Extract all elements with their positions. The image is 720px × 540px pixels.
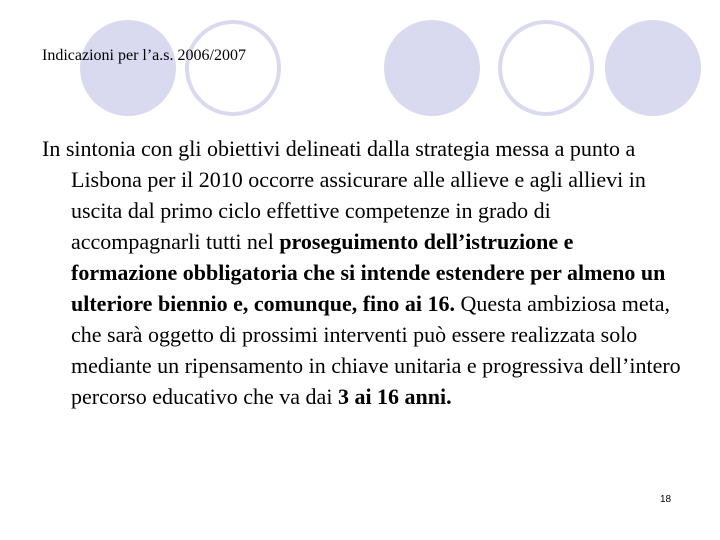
decorative-ring-2 [498, 20, 594, 116]
decorative-ring-1 [185, 20, 281, 116]
body-text-bold-1: proseguimento dell’istruzione e formazione obbligatoria che si intende estendere per almeno un ulteriore biennio e, comunque, fino ai 16. [71, 229, 666, 316]
body-text-part-1: In sintonia con gli obiettivi delineati dalla strategia messa a punto a Lisbona per il 2010 occorre assicurare alle allieve e agli allievi in uscita dal primo ciclo effettive competenze in grado di accompagnarli tutti nel [42, 136, 646, 254]
body-text-bold-2: 3 ai 16 anni. [337, 384, 452, 409]
decorative-circle-3 [605, 20, 701, 116]
page-number: 18 [660, 494, 672, 505]
slide-title: Indicazioni per l’a.s. 2006/2007 [42, 47, 246, 64]
decorative-circle-2 [384, 20, 480, 116]
decorative-circle-1 [80, 20, 176, 116]
body-text-part-2: Questa ambiziosa meta, che sarà oggetto di prossimi interventi può essere realizzata solo mediante un ripensamento in chiave unitaria e progressiva dell’intero percorso educativo che va dai [71, 291, 681, 409]
slide-body [42, 133, 682, 412]
